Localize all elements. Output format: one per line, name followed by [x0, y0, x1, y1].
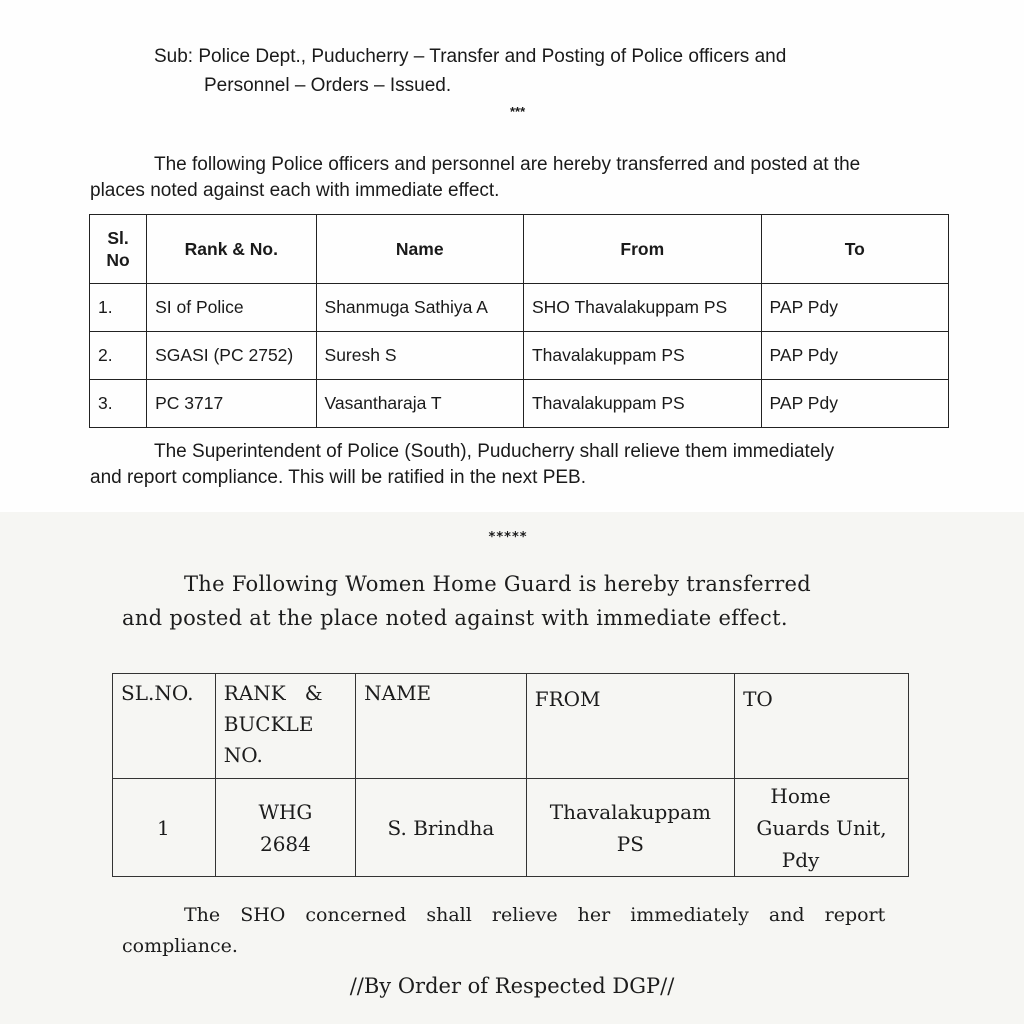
cell-rank: PC 3717: [147, 380, 316, 428]
cell-rank-line2: 2684: [259, 831, 311, 856]
header-to: To: [761, 215, 948, 284]
header-rank-buckle: [215, 674, 355, 779]
header-rank-line3: NO.: [223, 743, 263, 767]
signature-text: //By Order of Respected DGP//: [349, 974, 675, 998]
table-row: [90, 380, 949, 428]
intro-line-1: The Following Women Home Guard is hereby transferred: [184, 572, 812, 596]
table-row: [90, 332, 949, 380]
cell-name: Shanmuga Sathiya A: [316, 284, 523, 332]
cell-to: [735, 779, 909, 877]
cell-from: [526, 779, 734, 877]
closing-paragraph: [90, 439, 970, 491]
cell-from: SHO Thavalakuppam PS: [523, 284, 761, 332]
cell-to: PAP Pdy: [761, 332, 948, 380]
transfer-order-police: [0, 0, 1024, 510]
header-sl-line2: No: [106, 250, 130, 270]
cell-to-line3: Pdy: [781, 847, 820, 872]
intro-line-2: places noted against each with immediate effect.: [90, 180, 500, 201]
closing-line-2: and report compliance. This will be ratified in the next PEB.: [90, 467, 587, 488]
cell-rank-line1: WHG: [258, 799, 313, 824]
header-to: TO: [735, 674, 909, 779]
intro-line-2: and posted at the place noted against with immediate effect.: [122, 606, 788, 630]
header-from: From: [523, 215, 761, 284]
cell-rank: SGASI (PC 2752): [147, 332, 316, 380]
cell-name: Vasantharaja T: [316, 380, 523, 428]
subject-line-2: Personnel – Orders – Issued.: [204, 75, 452, 96]
header-sl-no: SL.NO.: [113, 674, 216, 779]
header-name: Name: [316, 215, 523, 284]
header-from: FROM: [526, 674, 734, 779]
cell-to-line2: Guards Unit,: [756, 815, 887, 840]
table-row: [113, 779, 909, 877]
separator-stars: ***: [510, 104, 526, 119]
cell-sl: 3.: [90, 380, 147, 428]
cell-sl: 1: [113, 779, 216, 877]
header-sl-no: [90, 215, 147, 284]
closing-paragraph: [122, 900, 912, 962]
intro-line-1: The following Police officers and personnel are hereby transferred and posted at the: [154, 154, 861, 175]
cell-from-line2: PS: [616, 831, 644, 856]
cell-sl: 2.: [90, 332, 147, 380]
separator-stars: *****: [488, 530, 528, 545]
table-row: [90, 284, 949, 332]
transfer-order-home-guard: [0, 512, 1024, 1024]
cell-rank-buckle: [215, 779, 355, 877]
cell-rank: SI of Police: [147, 284, 316, 332]
header-rank-amp: &: [304, 681, 323, 705]
cell-name: S. Brindha: [356, 779, 527, 877]
cell-name: Suresh S: [316, 332, 523, 380]
cell-from: Thavalakuppam PS: [523, 332, 761, 380]
cell-from-line1: Thavalakuppam: [549, 799, 711, 824]
header-sl-line1: Sl.: [107, 228, 129, 248]
intro-paragraph: [122, 567, 912, 635]
cell-to: PAP Pdy: [761, 284, 948, 332]
table-header-row: [90, 215, 949, 284]
closing-line-1: The Superintendent of Police (South), Puducherry shall relieve them immediately: [154, 441, 835, 462]
header-rank-line1: RANK: [223, 681, 286, 705]
subject-line-1: Sub: Police Dept., Puducherry – Transfer and Posting of Police officers and: [154, 46, 787, 67]
cell-to: PAP Pdy: [761, 380, 948, 428]
header-name: NAME: [356, 674, 527, 779]
header-rank-line2: BUCKLE: [223, 712, 314, 736]
table-header-row: [113, 674, 909, 779]
police-transfer-table: [89, 214, 949, 428]
home-guard-transfer-table: [112, 673, 909, 877]
header-rank: Rank & No.: [147, 215, 316, 284]
closing-line-1: The SHO concerned shall relieve her immediately and report: [184, 904, 886, 926]
signature-line: [0, 974, 1024, 998]
intro-paragraph: [90, 152, 970, 204]
cell-from: Thavalakuppam PS: [523, 380, 761, 428]
closing-line-2: compliance.: [122, 935, 238, 957]
cell-sl: 1.: [90, 284, 147, 332]
subject: [154, 42, 786, 100]
cell-to-line1: Home: [770, 783, 831, 808]
